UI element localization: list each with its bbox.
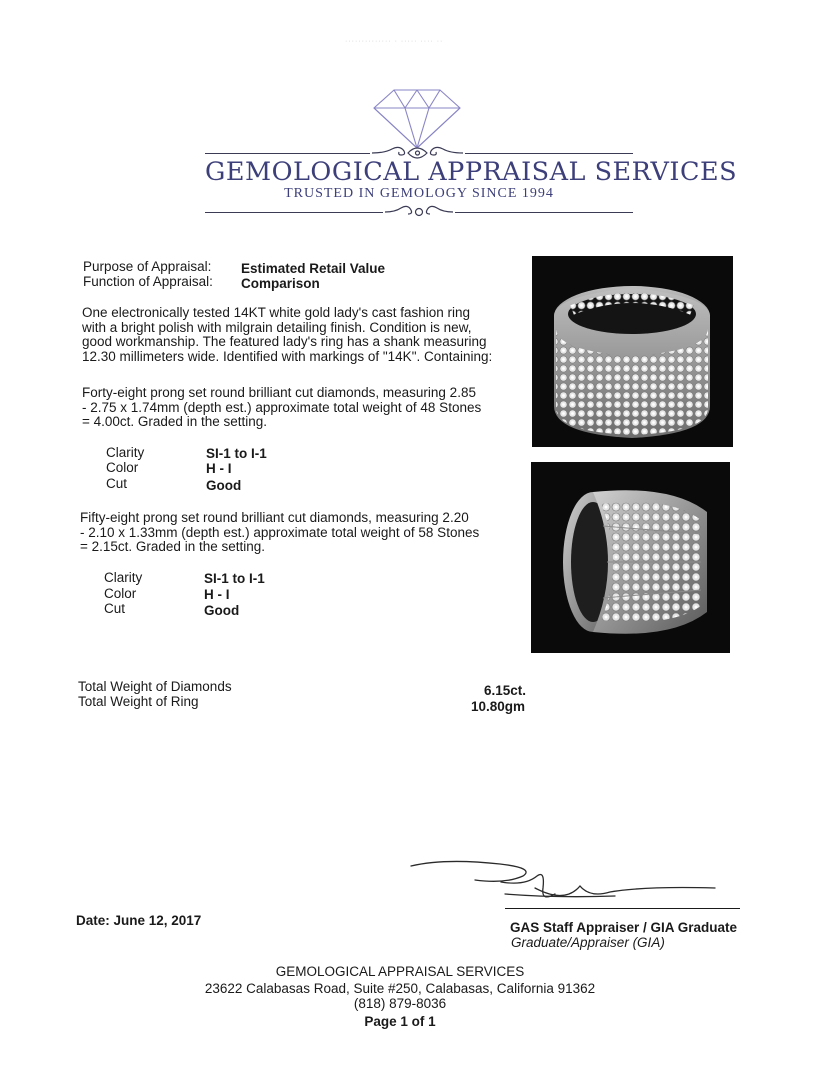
grade-value: Good xyxy=(204,603,240,618)
ring-photo-side xyxy=(531,462,730,653)
description-line: = 4.00ct. Graded in the setting. xyxy=(82,414,267,429)
grade-label: Cut xyxy=(106,476,128,491)
footer-company: GEMOLOGICAL APPRAISAL SERVICES xyxy=(275,964,525,979)
description-line: = 2.15ct. Graded in the setting. xyxy=(80,539,265,554)
header-rule-left xyxy=(205,153,370,154)
total-ring-label: Total Weight of Ring xyxy=(78,694,199,709)
ring-photo-top xyxy=(532,256,733,447)
header-rule-lower-right xyxy=(455,212,633,213)
grade-value: SI-1 to I-1 xyxy=(206,446,267,461)
signatory-subtitle: Graduate/Appraiser (GIA) xyxy=(511,935,665,950)
description-line: - 2.75 x 1.74mm (depth est.) approximate total weight of 48 Stones xyxy=(82,399,482,415)
signature-line xyxy=(505,908,740,909)
appraisal-date: Date: June 12, 2017 xyxy=(76,913,202,928)
signatory-title: GAS Staff Appraiser / GIA Graduate xyxy=(510,920,738,935)
function-value: Comparison xyxy=(241,276,320,291)
header-rule-lower-left xyxy=(205,212,383,213)
description-line: - 2.10 x 1.33mm (depth est.) approximate total weight of 58 Stones xyxy=(80,524,480,540)
header-rule-right xyxy=(465,153,633,154)
diamond-logo-icon xyxy=(372,88,462,150)
stone-group-1-description xyxy=(82,386,481,430)
grade-label: Clarity xyxy=(106,445,145,460)
ring-side-view-image xyxy=(531,462,730,653)
letterhead-tagline: TRUSTED IN GEMOLOGY SINCE 1994 xyxy=(284,186,554,201)
ring-top-view-image xyxy=(532,256,733,447)
footer-phone: (818) 879-8036 xyxy=(353,996,447,1011)
stone-group-2-description xyxy=(80,511,479,555)
grade-label: Clarity xyxy=(104,570,143,585)
description-line: Fifty-eight prong set round brilliant cut diamonds, measuring 2.20 xyxy=(80,510,469,525)
function-label: Function of Appraisal: xyxy=(83,274,213,289)
description-line: Forty-eight prong set round brilliant cut diamonds, measuring 2.85 xyxy=(82,385,476,400)
grade-value: SI-1 to I-1 xyxy=(204,571,265,586)
description-line: good workmanship. The featured lady's ring has a shank measuring xyxy=(82,334,487,349)
grade-value: H - I xyxy=(206,461,232,476)
purpose-value: Estimated Retail Value xyxy=(241,261,386,276)
total-diamonds-label: Total Weight of Diamonds xyxy=(78,679,232,694)
purpose-label: Purpose of Appraisal: xyxy=(83,259,212,274)
footer-address: 23622 Calabasas Road, Suite #250, Calabasas, California 91362 xyxy=(204,981,596,996)
scroll-ornament-lower-icon xyxy=(383,203,455,221)
grade-value: H - I xyxy=(204,587,230,602)
scan-artifact: ·············· · ····· ···· ·· xyxy=(345,38,444,45)
grade-label: Color xyxy=(106,460,139,475)
ring-description xyxy=(82,306,492,364)
footer-page-number: Page 1 of 1 xyxy=(364,1014,436,1029)
description-line: with a bright polish with milgrain detailing finish. Condition is new, xyxy=(82,319,472,335)
letterhead-company: GEMOLOGICAL APPRAISAL SERVICES xyxy=(205,157,738,187)
grade-label: Cut xyxy=(104,601,126,616)
grade-label: Color xyxy=(104,586,137,601)
total-ring-value: 10.80gm xyxy=(471,699,526,714)
total-diamonds-value: 6.15ct. xyxy=(484,683,527,698)
description-line: 12.30 millimeters wide. Identified with markings of "14K". Containing: xyxy=(82,348,493,364)
description-line: One electronically tested 14KT white gold lady's cast fashion ring xyxy=(82,305,471,320)
grade-value: Good xyxy=(206,478,242,493)
